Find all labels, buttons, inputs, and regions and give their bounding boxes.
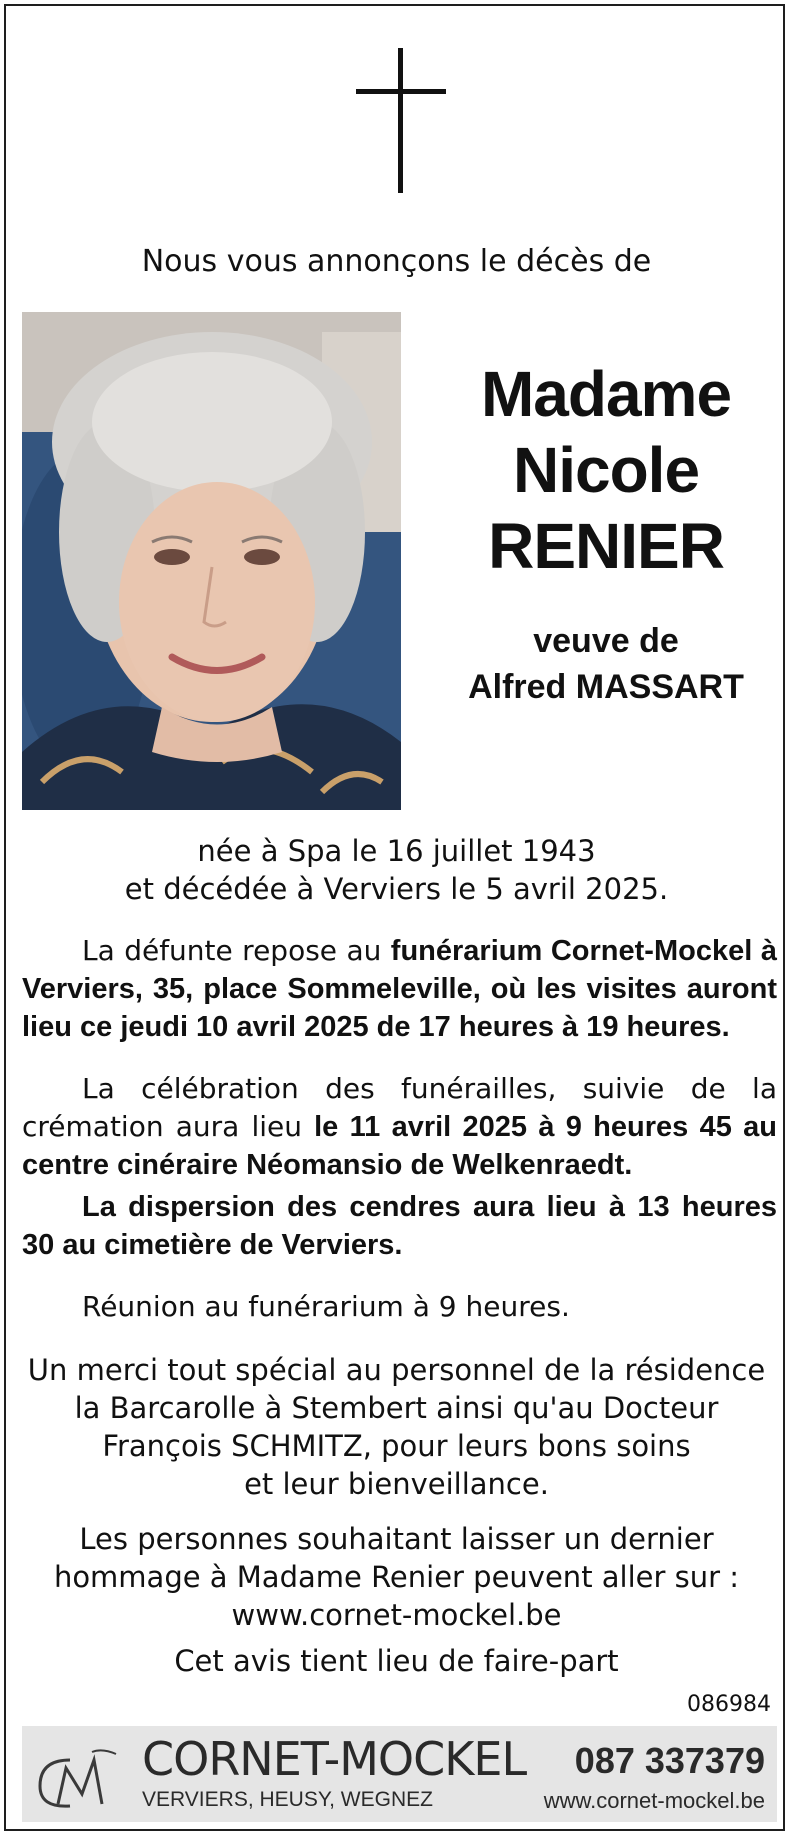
funeral-home-banner [22, 1726, 777, 1822]
widow-of-line2: Alfred MASSART [468, 668, 744, 706]
celebration-paragraph [22, 1070, 777, 1184]
deceased-last-name: RENIER [488, 510, 724, 582]
cornet-mockel-logo [32, 1746, 122, 1812]
deceased-first-name: Nicole [512, 434, 700, 506]
brand-name: CORNET-MOCKEL [142, 1732, 527, 1786]
tribute-paragraph [6, 1520, 787, 1634]
notice-text: Cet avis tient lieu de faire-part [174, 1644, 619, 1678]
deceased-title: Madame [480, 358, 732, 430]
tribute-line2: hommage à Madame Renier peuvent aller sur : [53, 1560, 740, 1594]
birth-line: née à Spa le 16 juillet 1943 [197, 834, 596, 868]
thanks-line1: Un merci tout spécial au personnel de la résidence [27, 1353, 766, 1387]
phone-number[interactable]: 087 337379 [574, 1740, 765, 1781]
thanks-paragraph [6, 1351, 787, 1503]
dispersion-details: La dispersion des cendres aura lieu à 13 heures 30 au cimetière de Verviers. [22, 1191, 777, 1261]
thanks-line4: et leur bienveillance. [244, 1467, 549, 1501]
dispersion-paragraph [22, 1188, 777, 1264]
death-line: et décédée à Verviers le 5 avril 2025. [124, 872, 669, 906]
birth-death-dates [6, 832, 787, 908]
widow-of [426, 618, 786, 710]
repose-paragraph [22, 932, 777, 1046]
repose-text: La défunte repose au [82, 934, 391, 967]
website-link[interactable]: www.cornet-mockel.be [543, 1788, 765, 1813]
portrait-illustration [22, 312, 401, 810]
celebration-text: La célébration des funérailles, suivie de la crémation aura lieu [22, 1072, 777, 1143]
portrait-photo [22, 312, 401, 810]
brand-towns: VERVIERS, HEUSY, WEGNEZ [142, 1788, 433, 1811]
deceased-name-block [426, 356, 786, 710]
reunion-text: Réunion au funérarium à 9 heures. [82, 1290, 570, 1323]
death-notice [4, 4, 785, 1831]
widow-of-line1: veuve de [533, 622, 679, 660]
tribute-line1: Les personnes souhaitant laisser un dernier [79, 1522, 714, 1556]
announcement-text: Nous vous annonçons le décès de [141, 244, 652, 279]
thanks-line2: la Barcarolle à Stembert ainsi qu'au Docteur [74, 1391, 719, 1425]
tribute-link[interactable]: www.cornet-mockel.be [231, 1598, 562, 1632]
reference-number: 086984 [687, 1692, 771, 1717]
repose-details: funérarium Cornet-Mockel à Verviers, 35, place Sommeleville, où les visites auront lieu ce jeudi 10 avril 2025 de 17 heures à 19 heures. [22, 935, 777, 1043]
celebration-details: le 11 avril 2025 à 9 heures 45 au centre cinéraire Néomansio de Welkenraedt. [22, 1111, 777, 1181]
cross-icon [356, 48, 446, 193]
reunion-paragraph [22, 1288, 777, 1326]
thanks-line3: François SCHMITZ, pour leurs bons soins [102, 1429, 691, 1463]
